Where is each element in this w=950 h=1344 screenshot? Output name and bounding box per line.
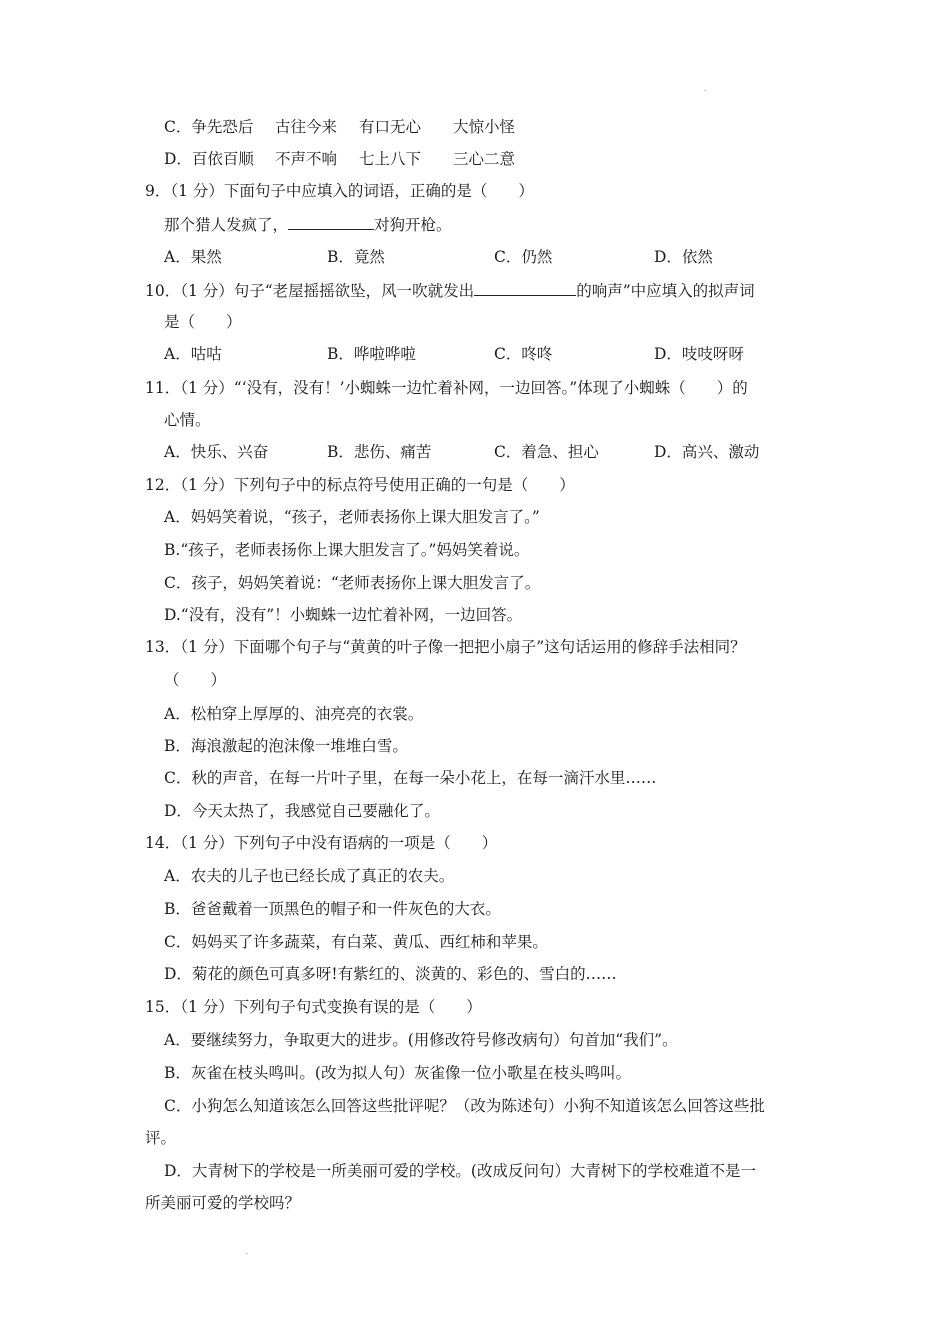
q14-option-a: A．农夫的儿子也已经长成了真正的农夫。 (164, 867, 455, 885)
q13-option-a: A．松柏穿上厚厚的、油亮亮的衣裳。 (164, 705, 424, 723)
q13-option-b: B．海浪激起的泡沫像一堆堆白雪。 (164, 737, 408, 755)
q13-option-c: C．秋的声音，在每一片叶子里，在每一朵小花上，在每一滴汗水里…… (164, 769, 657, 787)
q15-option-b: B．灰雀在枝头鸣叫。(改为拟人句）灰雀像一位小歌星在枝头鸣叫。 (164, 1064, 631, 1082)
q9-option-d: D．依然 (654, 248, 713, 266)
q13-stem: 13．（1 分）下面哪个句子与“黄黄的叶子像一把把小扇子”这句话运用的修辞手法相同？ (145, 638, 746, 656)
q10-option-d: D．吱吱呀呀 (654, 345, 744, 363)
scan-speck (704, 90, 706, 91)
q12-option-c: C．孩子，妈妈笑着说：“老师表扬你上课大胆发言了。 (164, 574, 541, 592)
q10-blank (474, 280, 576, 296)
q10-option-c: C．咚咚 (494, 345, 553, 363)
q15-stem: 15．（1 分）下列句子句式变换有误的是（ ） (145, 998, 482, 1016)
q11-option-b: B．悲伤、痛苦 (327, 443, 432, 461)
q9-option-c: C．仍然 (494, 248, 553, 266)
q8-option-c-4: 大惊小怪 (453, 118, 516, 136)
q10-option-a: A．咕咕 (164, 345, 222, 363)
q11-option-d: D．高兴、激动 (654, 443, 760, 461)
q15-option-d: D．大青树下的学校是一所美丽可爱的学校。(改成反问句）大青树下的学校难道不是一 (164, 1162, 756, 1180)
q14-option-d: D．菊花的颜色可真多呀!有紫红的、淡黄的、彩色的、雪白的…… (164, 965, 617, 983)
q15-option-c-cont: 评。 (145, 1129, 177, 1147)
q12-option-b: B.“孩子，老师表扬你上课大胆发言了。”妈妈笑着说。 (164, 541, 530, 559)
q11-option-c: C．着急、担心 (494, 443, 599, 461)
q10-stem-cont: 是（ ） (164, 313, 242, 331)
q10-stem-a: 10．（1 分）句子“老屋摇摇欲坠，风一吹就发出 (145, 282, 475, 300)
q8-option-c-2: 古往今来 (275, 118, 338, 136)
q9-option-b: B．竟然 (327, 248, 385, 266)
q9-option-a: A．果然 (164, 248, 222, 266)
q10-option-b: B．哗啦哗啦 (327, 345, 416, 363)
q9-blank (288, 214, 374, 230)
q11-stem: 11．（1 分）“‘没有，没有！’小蜘蛛一边忙着补网，一边回答。”体现了小蜘蛛（ ）的 (145, 379, 748, 397)
q14-option-b: B．爸爸戴着一顶黑色的帽子和一件灰色的大衣。 (164, 900, 501, 918)
q15-option-c: C．小狗怎么知道该怎么回答这些批评呢？（改为陈述句）小狗不知道该怎么回答这些批 (164, 1097, 765, 1115)
q8-option-d-3: 七上八下 (359, 150, 422, 168)
q13-stem-cont: （ ） (164, 671, 227, 689)
q12-option-d: D.“没有，没有”！小蜘蛛一边忙着补网，一边回答。 (164, 606, 523, 624)
q12-option-a: A．妈妈笑着说，“孩子，老师表扬你上课大胆发言了。” (164, 508, 540, 526)
q11-stem-cont: 心情。 (164, 411, 211, 429)
q9-sentence-a: 那个猎人发疯了， (164, 216, 289, 234)
q8-option-d-2: 不声不响 (275, 150, 338, 168)
scan-speck-2 (246, 1253, 248, 1254)
q14-option-c: C．妈妈买了许多蔬菜，有白菜、黄瓜、西红柿和苹果。 (164, 933, 548, 951)
q11-option-a: A．快乐、兴奋 (164, 443, 269, 461)
q8-option-d-4: 三心二意 (453, 150, 516, 168)
q9-stem: 9．（1 分）下面句子中应填入的词语，正确的是（ ） (145, 182, 534, 200)
q12-stem: 12．（1 分）下列句子中的标点符号使用正确的一句是（ ） (145, 476, 575, 494)
q9-sentence (164, 214, 452, 235)
q8-option-c: C．争先恐后 (164, 118, 254, 136)
q15-option-d-cont: 所美丽可爱的学校吗？ (145, 1194, 301, 1212)
q10-stem-b: 的响声”中应填入的拟声词 (576, 282, 755, 300)
q8-option-c-3: 有口无心 (359, 118, 422, 136)
q8-option-d: D．百依百顺 (164, 150, 254, 168)
q13-option-d: D．今天太热了，我感觉自己要融化了。 (164, 802, 440, 820)
q9-sentence-b: 对狗开枪。 (374, 216, 452, 234)
q14-stem: 14．（1 分）下列句子中没有语病的一项是（ ） (145, 834, 498, 852)
q10-stem (145, 280, 755, 301)
q15-option-a: A．要继续努力，争取更大的进步。(用修改符号修改病句）句首加“我们”。 (164, 1031, 678, 1049)
